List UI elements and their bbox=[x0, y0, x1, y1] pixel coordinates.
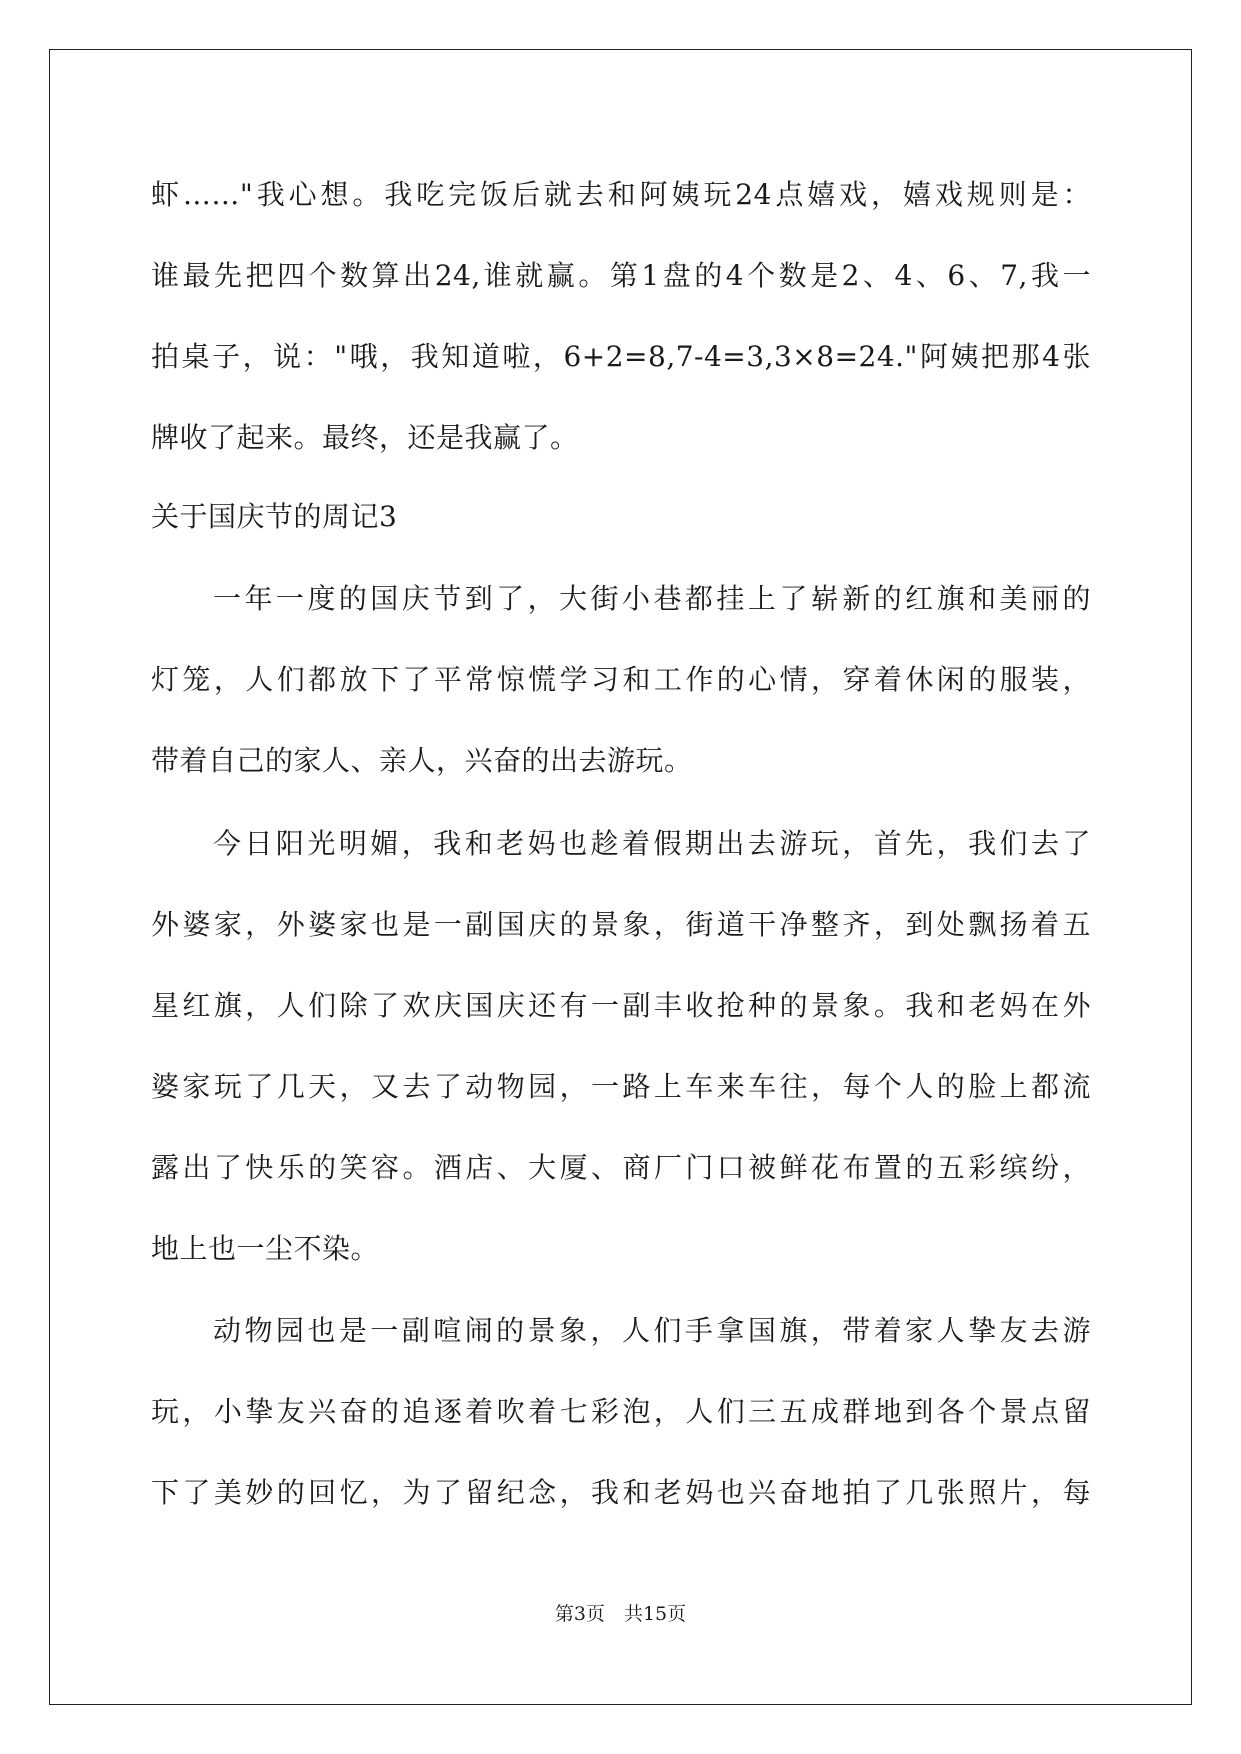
paragraph-line: 玩，小挚友兴奋的追逐着吹着七彩泡，人们三五成群地到各个景点留 bbox=[151, 1395, 1091, 1428]
paragraph-line: 婆家玩了几天，又去了动物园，一路上车来车往，每个人的脸上都流 bbox=[151, 1070, 1091, 1103]
paragraph-line: 今日阳光明媚，我和老妈也趁着假期出去游玩，首先，我们去了 bbox=[213, 827, 1091, 860]
paragraph-line: 动物园也是一副喧闹的景象，人们手拿国旗，带着家人挚友去游 bbox=[213, 1314, 1091, 1347]
page-border bbox=[49, 49, 1192, 1705]
section-heading: 关于国庆节的周记3 bbox=[151, 500, 398, 533]
paragraph-line: 拍桌子，说："哦，我知道啦，6+2=8,7-4=3,3×8=24."阿姨把那4张 bbox=[151, 340, 1091, 373]
paragraph-line: 外婆家，外婆家也是一副国庆的景象，街道干净整齐，到处飘扬着五 bbox=[151, 908, 1091, 941]
page-footer: 第3页 共15页 bbox=[554, 1603, 687, 1625]
paragraph-line: 地上也一尘不染。 bbox=[151, 1232, 380, 1265]
paragraph-line: 牌收了起来。最终，还是我赢了。 bbox=[151, 421, 579, 454]
paragraph-line: 灯笼，人们都放下了平常惊慌学习和工作的心情，穿着休闲的服装， bbox=[151, 663, 1091, 696]
paragraph-line: 谁最先把四个数算出24,谁就赢。第1盘的4个数是2、4、6、7,我一 bbox=[151, 259, 1091, 292]
paragraph-line: 露出了快乐的笑容。酒店、大厦、商厂门口被鲜花布置的五彩缤纷， bbox=[151, 1151, 1091, 1184]
paragraph-line: 虾……"我心想。我吃完饭后就去和阿姨玩24点嬉戏，嬉戏规则是： bbox=[151, 178, 1091, 211]
paragraph-line: 下了美妙的回忆，为了留纪念，我和老妈也兴奋地拍了几张照片，每 bbox=[151, 1476, 1091, 1509]
paragraph-line: 带着自己的家人、亲人，兴奋的出去游玩。 bbox=[151, 744, 693, 777]
paragraph-line: 一年一度的国庆节到了，大街小巷都挂上了崭新的红旗和美丽的 bbox=[213, 582, 1091, 615]
paragraph-line: 星红旗，人们除了欢庆国庆还有一副丰收抢种的景象。我和老妈在外 bbox=[151, 989, 1091, 1022]
